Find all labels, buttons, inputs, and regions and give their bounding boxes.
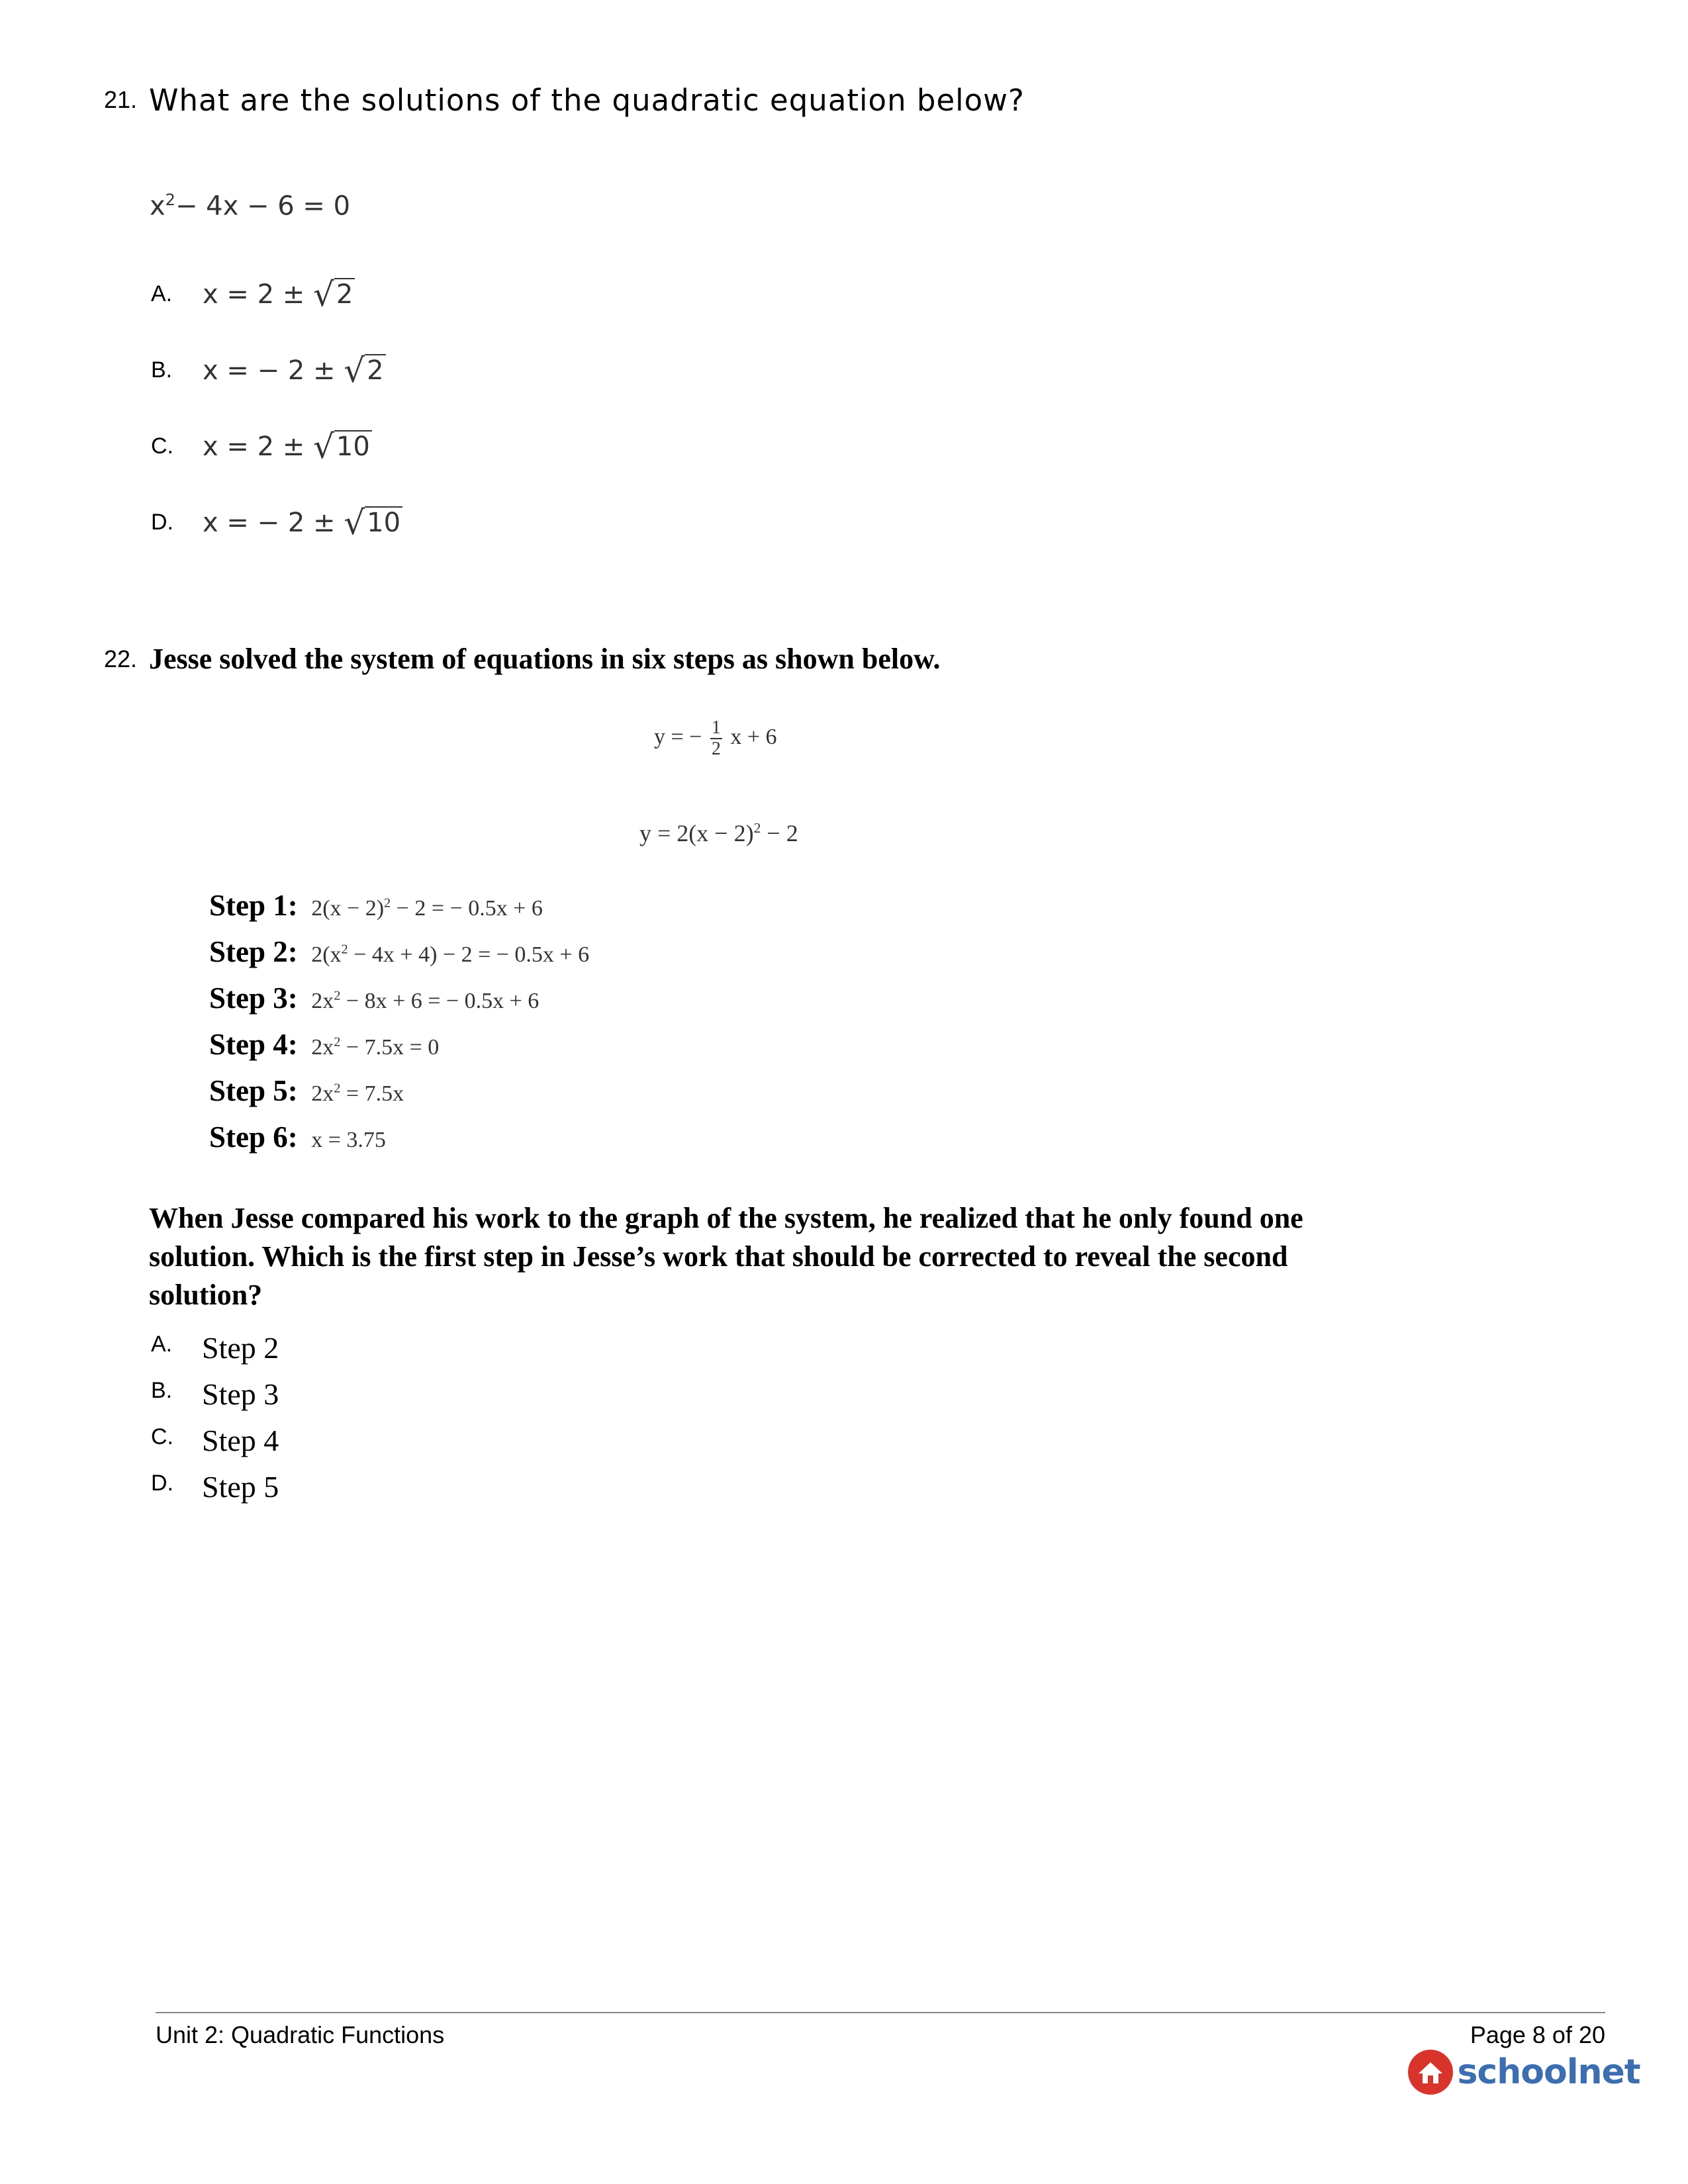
fraction bbox=[710, 718, 722, 759]
step-eq-part: = 7.5x bbox=[340, 1081, 404, 1106]
q21-equation bbox=[150, 191, 350, 221]
step-label: Step 3: bbox=[209, 981, 298, 1015]
q22-option-a-letter: A. bbox=[151, 1332, 173, 1357]
step-eq-part: − 2 = − 0.5x + 6 bbox=[391, 896, 543, 921]
eq-power: 2 bbox=[165, 191, 175, 209]
step-equation bbox=[311, 1081, 404, 1106]
eq-rest: − 4x − 6 = 0 bbox=[175, 191, 351, 222]
question-22-prompt: Jesse solved the system of equations in six steps as shown below. bbox=[149, 643, 941, 675]
q21-option-b[interactable] bbox=[203, 349, 386, 390]
step-row bbox=[209, 934, 589, 969]
footer-unit-title: Unit 2: Quadratic Functions bbox=[156, 2021, 445, 2048]
sqrt-symbol: √10 bbox=[313, 425, 372, 463]
step-equation bbox=[311, 989, 539, 1013]
step-equation bbox=[311, 1128, 386, 1152]
q22-option-c[interactable]: Step 4 bbox=[202, 1424, 279, 1457]
step-row bbox=[209, 888, 543, 923]
step-eq-part: 2x bbox=[311, 1035, 334, 1060]
q21-option-c-prefix: x = 2 ± bbox=[203, 432, 305, 462]
step-eq-power: 2 bbox=[334, 988, 341, 1003]
radicand: 10 bbox=[365, 506, 402, 538]
q21-option-a[interactable] bbox=[203, 273, 355, 314]
system-equation-2 bbox=[639, 819, 798, 847]
q22-option-b-letter: B. bbox=[151, 1378, 173, 1403]
eq2-left: y = 2(x − 2) bbox=[639, 820, 754, 846]
q22-option-d[interactable]: Step 5 bbox=[202, 1470, 279, 1504]
step-eq-part: 2x bbox=[311, 989, 334, 1013]
sqrt-symbol: √2 bbox=[344, 349, 385, 387]
step-eq-part: − 8x + 6 = − 0.5x + 6 bbox=[340, 989, 539, 1013]
sqrt-symbol: √2 bbox=[313, 273, 355, 311]
eq1-right: x + 6 bbox=[730, 724, 777, 749]
step-eq-part: 2x bbox=[311, 1081, 334, 1106]
step-eq-part: − 4x + 4) − 2 = − 0.5x + 6 bbox=[348, 942, 590, 967]
step-label: Step 6: bbox=[209, 1120, 298, 1154]
step-row bbox=[209, 981, 539, 1015]
schoolnet-logo bbox=[1407, 2048, 1640, 2095]
step-equation bbox=[311, 942, 589, 967]
step-row bbox=[209, 1073, 404, 1108]
step-label: Step 1: bbox=[209, 889, 298, 922]
q21-option-b-letter: B. bbox=[151, 357, 173, 383]
q22-option-d-letter: D. bbox=[151, 1471, 173, 1496]
fraction-numerator: 1 bbox=[711, 717, 721, 738]
eq2-right: − 2 bbox=[761, 820, 798, 846]
logo-text: schoolnet bbox=[1457, 2052, 1640, 2092]
step-eq-power: 2 bbox=[341, 942, 348, 957]
q21-option-d[interactable] bbox=[203, 501, 402, 542]
radicand: 10 bbox=[334, 430, 372, 462]
step-row bbox=[209, 1027, 439, 1062]
q21-option-d-letter: D. bbox=[151, 510, 173, 535]
step-label: Step 5: bbox=[209, 1074, 298, 1107]
q21-option-c-letter: C. bbox=[151, 433, 173, 459]
step-label: Step 4: bbox=[209, 1028, 298, 1061]
eq1-left: y = − bbox=[654, 724, 702, 749]
q22-option-c-letter: C. bbox=[151, 1424, 173, 1449]
question-number-22: 22. bbox=[104, 645, 138, 672]
eq-var: x bbox=[150, 191, 165, 222]
q22-option-b[interactable]: Step 3 bbox=[202, 1377, 279, 1411]
footer-page-number: Page 8 of 20 bbox=[1470, 2021, 1605, 2048]
step-eq-power: 2 bbox=[334, 1034, 341, 1050]
step-row bbox=[209, 1120, 386, 1154]
radicand: 2 bbox=[365, 354, 385, 386]
footer-divider bbox=[156, 2012, 1605, 2013]
eq2-power: 2 bbox=[753, 820, 761, 836]
radicand: 2 bbox=[334, 278, 355, 310]
system-equation-1 bbox=[654, 718, 777, 759]
step-eq-power: 2 bbox=[384, 895, 391, 911]
step-equation bbox=[311, 896, 543, 921]
q21-option-c[interactable] bbox=[203, 425, 372, 466]
sqrt-symbol: √10 bbox=[344, 501, 402, 539]
q21-option-b-prefix: x = − 2 ± bbox=[203, 355, 336, 386]
q22-option-a[interactable]: Step 2 bbox=[202, 1331, 279, 1365]
step-eq-part: 2(x − 2) bbox=[311, 896, 385, 921]
step-eq-part: − 7.5x = 0 bbox=[340, 1035, 440, 1060]
step-eq-part: x = 3.75 bbox=[311, 1128, 386, 1152]
question-22-body: When Jesse compared his work to the graph of the system, he realized that he only found one solution. Which is the first step in Jesse’s work that should be corrected to reveal the second solution? bbox=[149, 1202, 1303, 1311]
house-icon bbox=[1407, 2048, 1454, 2096]
q21-option-a-prefix: x = 2 ± bbox=[203, 279, 305, 310]
question-21-prompt: What are the solutions of the quadratic equation below? bbox=[149, 83, 1025, 118]
q21-option-a-letter: A. bbox=[151, 281, 173, 306]
q21-option-d-prefix: x = − 2 ± bbox=[203, 508, 336, 538]
fraction-denominator: 2 bbox=[711, 739, 721, 759]
question-number-21: 21. bbox=[104, 86, 138, 113]
step-equation bbox=[311, 1035, 439, 1060]
step-eq-power: 2 bbox=[334, 1081, 341, 1096]
step-label: Step 2: bbox=[209, 935, 298, 968]
step-eq-part: 2(x bbox=[311, 942, 342, 967]
